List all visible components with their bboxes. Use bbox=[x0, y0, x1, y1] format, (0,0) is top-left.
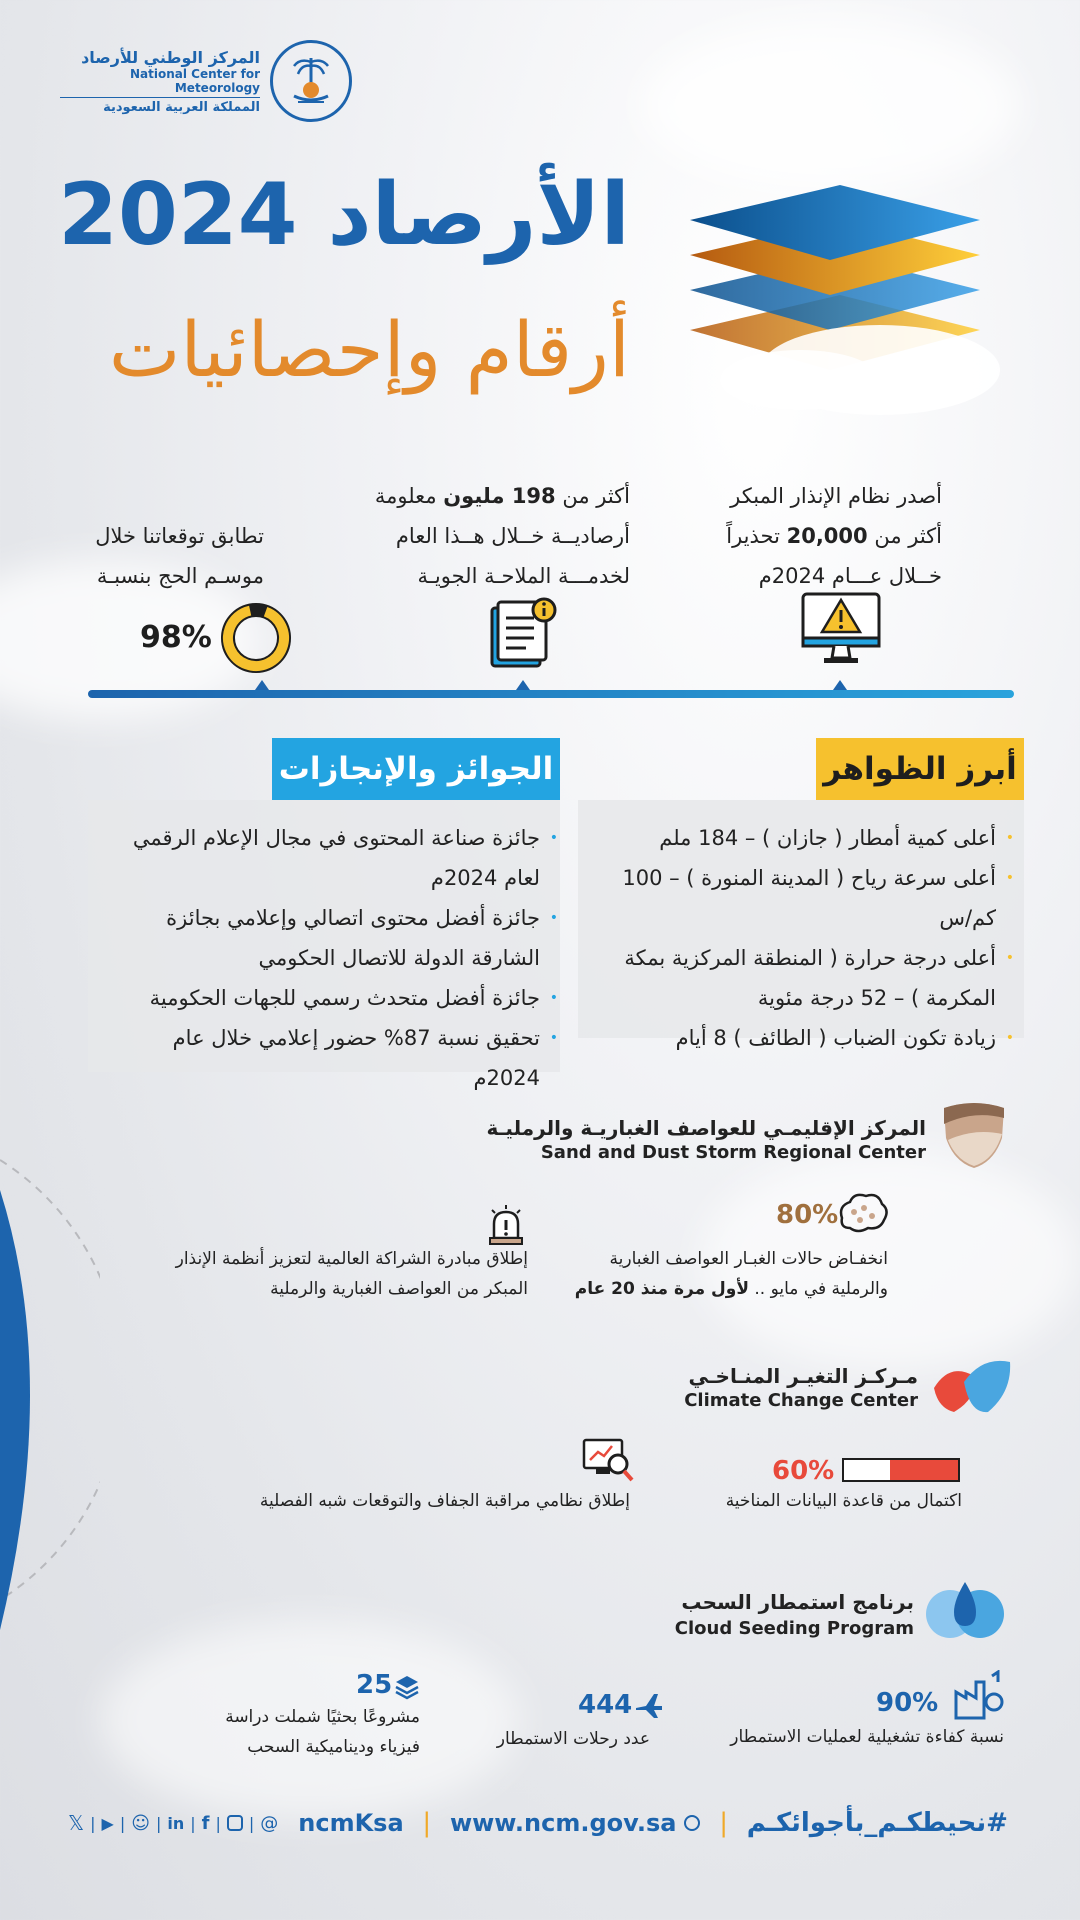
dust-reduction-value: 80% bbox=[776, 1200, 839, 1230]
dust-initiative-text: إطلاق مبادرة الشراكة العالمية لتعزيز أنظمة الإنذار المبكر من العواصف الغبارية والرملية bbox=[175, 1249, 528, 1299]
climate-launch-label: إطلاق نظامي مراقبة الجفاف والتوقعات شبه الفصلية bbox=[259, 1491, 630, 1511]
list-item: • جائزة صناعة المحتوى في مجال الإعلام الرقمي لعام 2024م bbox=[108, 818, 558, 898]
logo-name-en: National Center for Meteorology bbox=[60, 67, 260, 98]
climate-center-name-ar: مـركـز التغيـر المنـاخـي bbox=[688, 1364, 918, 1388]
research-projects-value: 25 bbox=[356, 1670, 393, 1700]
youtube-icon[interactable]: ▶ bbox=[101, 1813, 114, 1833]
search-chart-icon bbox=[582, 1436, 634, 1486]
stack-layers-icon bbox=[394, 1674, 420, 1700]
website-link[interactable]: www.ncm.gov.sa bbox=[449, 1809, 677, 1837]
palm-sun-icon bbox=[282, 52, 340, 110]
footer-separator: | bbox=[719, 1808, 728, 1838]
stat-warning-line2: أكثر من 20,000 تحذيراً bbox=[726, 524, 942, 548]
factory-gear-icon bbox=[952, 1670, 1006, 1720]
stat-aviation-info bbox=[350, 476, 630, 596]
logo-name-ar: المركز الوطني للأرصاد bbox=[81, 48, 260, 67]
instagram-icon[interactable] bbox=[227, 1815, 243, 1831]
climate-progress-value: 60% bbox=[772, 1456, 835, 1486]
climate-progress-fill bbox=[890, 1460, 958, 1480]
list-item: • أعلى كمية أمطار ( جازان ) – 184 ملم bbox=[586, 818, 1014, 858]
warning-monitor-icon bbox=[800, 590, 882, 670]
timeline-tick bbox=[255, 680, 269, 690]
seeding-flights-value: 444 bbox=[578, 1690, 633, 1720]
timeline-tick bbox=[516, 680, 530, 690]
globe-icon bbox=[684, 1815, 700, 1831]
facebook-icon[interactable]: f bbox=[201, 1812, 210, 1834]
climate-center-name-en: Climate Change Center bbox=[684, 1390, 918, 1411]
donut-gauge-icon bbox=[220, 602, 292, 674]
stat-hajj-line2: موسـم الحج بنسبـة bbox=[96, 564, 264, 588]
logo-country: المملكة العربية السعودية bbox=[103, 100, 260, 115]
sand-center-name-ar: المركز الإقليمـي للعواصف الغباريـة والرمليـة bbox=[486, 1116, 926, 1140]
stat-hajj-line1: تطابق توقعاتنا خلال bbox=[95, 524, 264, 548]
social-handle[interactable]: ncmKsa bbox=[298, 1809, 404, 1837]
phenomena-list bbox=[586, 818, 1014, 1058]
cloud-seeding-name-ar: برنامج استمطار السحب bbox=[681, 1590, 914, 1614]
ncm-logo-text bbox=[60, 48, 260, 115]
stat-hajj-accuracy bbox=[64, 516, 264, 596]
hashtag[interactable]: #نحيطكـم_بأجوائكـم bbox=[746, 1808, 1008, 1838]
page-subtitle: أرقام وإحصائيات bbox=[108, 305, 630, 394]
dust-particles-icon bbox=[834, 1188, 890, 1238]
stat-warning-line1: أصدر نظام الإنذار المبكر bbox=[730, 484, 942, 508]
dust-reduction-text: انخفـاض حالات الغبـار العواصف الغبارية والرملية في مايو .. لأول مرة منذ 20 عام bbox=[574, 1249, 888, 1299]
awards-list bbox=[108, 818, 558, 1098]
page-title: الأرصاد 2024 bbox=[58, 165, 630, 265]
stat-early-warning bbox=[682, 476, 942, 596]
document-info-icon bbox=[488, 596, 560, 672]
cloud-seeding-name-en: Cloud Seeding Program bbox=[674, 1618, 914, 1639]
list-item: • تحقيق نسبة 87% حضور إعلامي خلال عام 2024م bbox=[108, 1018, 558, 1098]
stat-aviation-line3: لخدمـــة الملاحـة الجويـة bbox=[417, 564, 630, 588]
alarm-siren-icon bbox=[486, 1204, 526, 1246]
stat-warning-line3: خــلال عـــام 2024م bbox=[758, 564, 942, 588]
climate-progress-bar bbox=[842, 1458, 960, 1482]
list-item: • أعلى درجة حرارة ( المنطقة المركزية بمكة المكرمة ) – 52 درجة مئوية bbox=[586, 938, 1014, 1018]
list-item: • جائزة أفضل متحدث رسمي للجهات الحكومية bbox=[108, 978, 558, 1018]
airplane-icon bbox=[634, 1692, 664, 1720]
social-icons: 𝕏 | ▶ | ☺ | in | f | | @ ncmKsa bbox=[68, 1809, 404, 1837]
snapchat-icon[interactable]: ☺ bbox=[131, 1812, 150, 1834]
seeding-flights-label: عدد رحلات الاستمطار bbox=[496, 1729, 650, 1749]
climate-progress-label: اكتمال من قاعدة البيانات المناخية bbox=[725, 1491, 962, 1511]
footer-separator: | bbox=[422, 1808, 432, 1838]
climate-leaves-icon bbox=[930, 1352, 1014, 1424]
sand-shield-icon bbox=[938, 1100, 1010, 1172]
x-icon[interactable]: 𝕏 bbox=[68, 1811, 85, 1835]
timeline-tick bbox=[833, 680, 847, 690]
water-drops-icon bbox=[922, 1576, 1008, 1642]
list-item: • أعلى سرعة رياح ( المدينة المنورة ) – 100 كم/س bbox=[586, 858, 1014, 938]
decorative-left-arc bbox=[0, 1040, 100, 1720]
linkedin-icon[interactable]: in bbox=[167, 1813, 185, 1833]
website-group bbox=[450, 1809, 701, 1837]
research-projects-text: مشروعًا بحثيًا شملت دراسة فيزياء وديناميكية السحب bbox=[225, 1707, 420, 1757]
phenomena-header: أبرز الظواهر bbox=[816, 738, 1024, 800]
seeding-efficiency-label: نسبة كفاءة تشغيلية لعمليات الاستمطار bbox=[730, 1727, 1004, 1747]
stacked-layers-illustration bbox=[680, 180, 1000, 420]
threads-icon[interactable]: @ bbox=[260, 1812, 279, 1834]
list-item: • زيادة تكون الضباب ( الطائف ) 8 أيام bbox=[586, 1018, 1014, 1058]
ncm-emblem-logo bbox=[270, 40, 352, 122]
footer bbox=[68, 1802, 1008, 1844]
hajj-accuracy-value: 98% bbox=[140, 620, 212, 655]
list-item: • جائزة أفضل محتوى اتصالي وإعلامي بجائزة الشارقة الدولة للاتصال الحكومي bbox=[108, 898, 558, 978]
sand-center-name-en: Sand and Dust Storm Regional Center bbox=[540, 1142, 926, 1163]
stat-aviation-line1: أكثر من 198 مليون معلومة bbox=[374, 484, 630, 508]
timeline-bar bbox=[88, 690, 1014, 698]
stat-aviation-line2: أرصاديــة خــلال هــذا العام bbox=[395, 524, 630, 548]
seeding-efficiency-value: 90% bbox=[876, 1688, 939, 1718]
awards-header: الجوائز والإنجازات bbox=[272, 738, 560, 800]
